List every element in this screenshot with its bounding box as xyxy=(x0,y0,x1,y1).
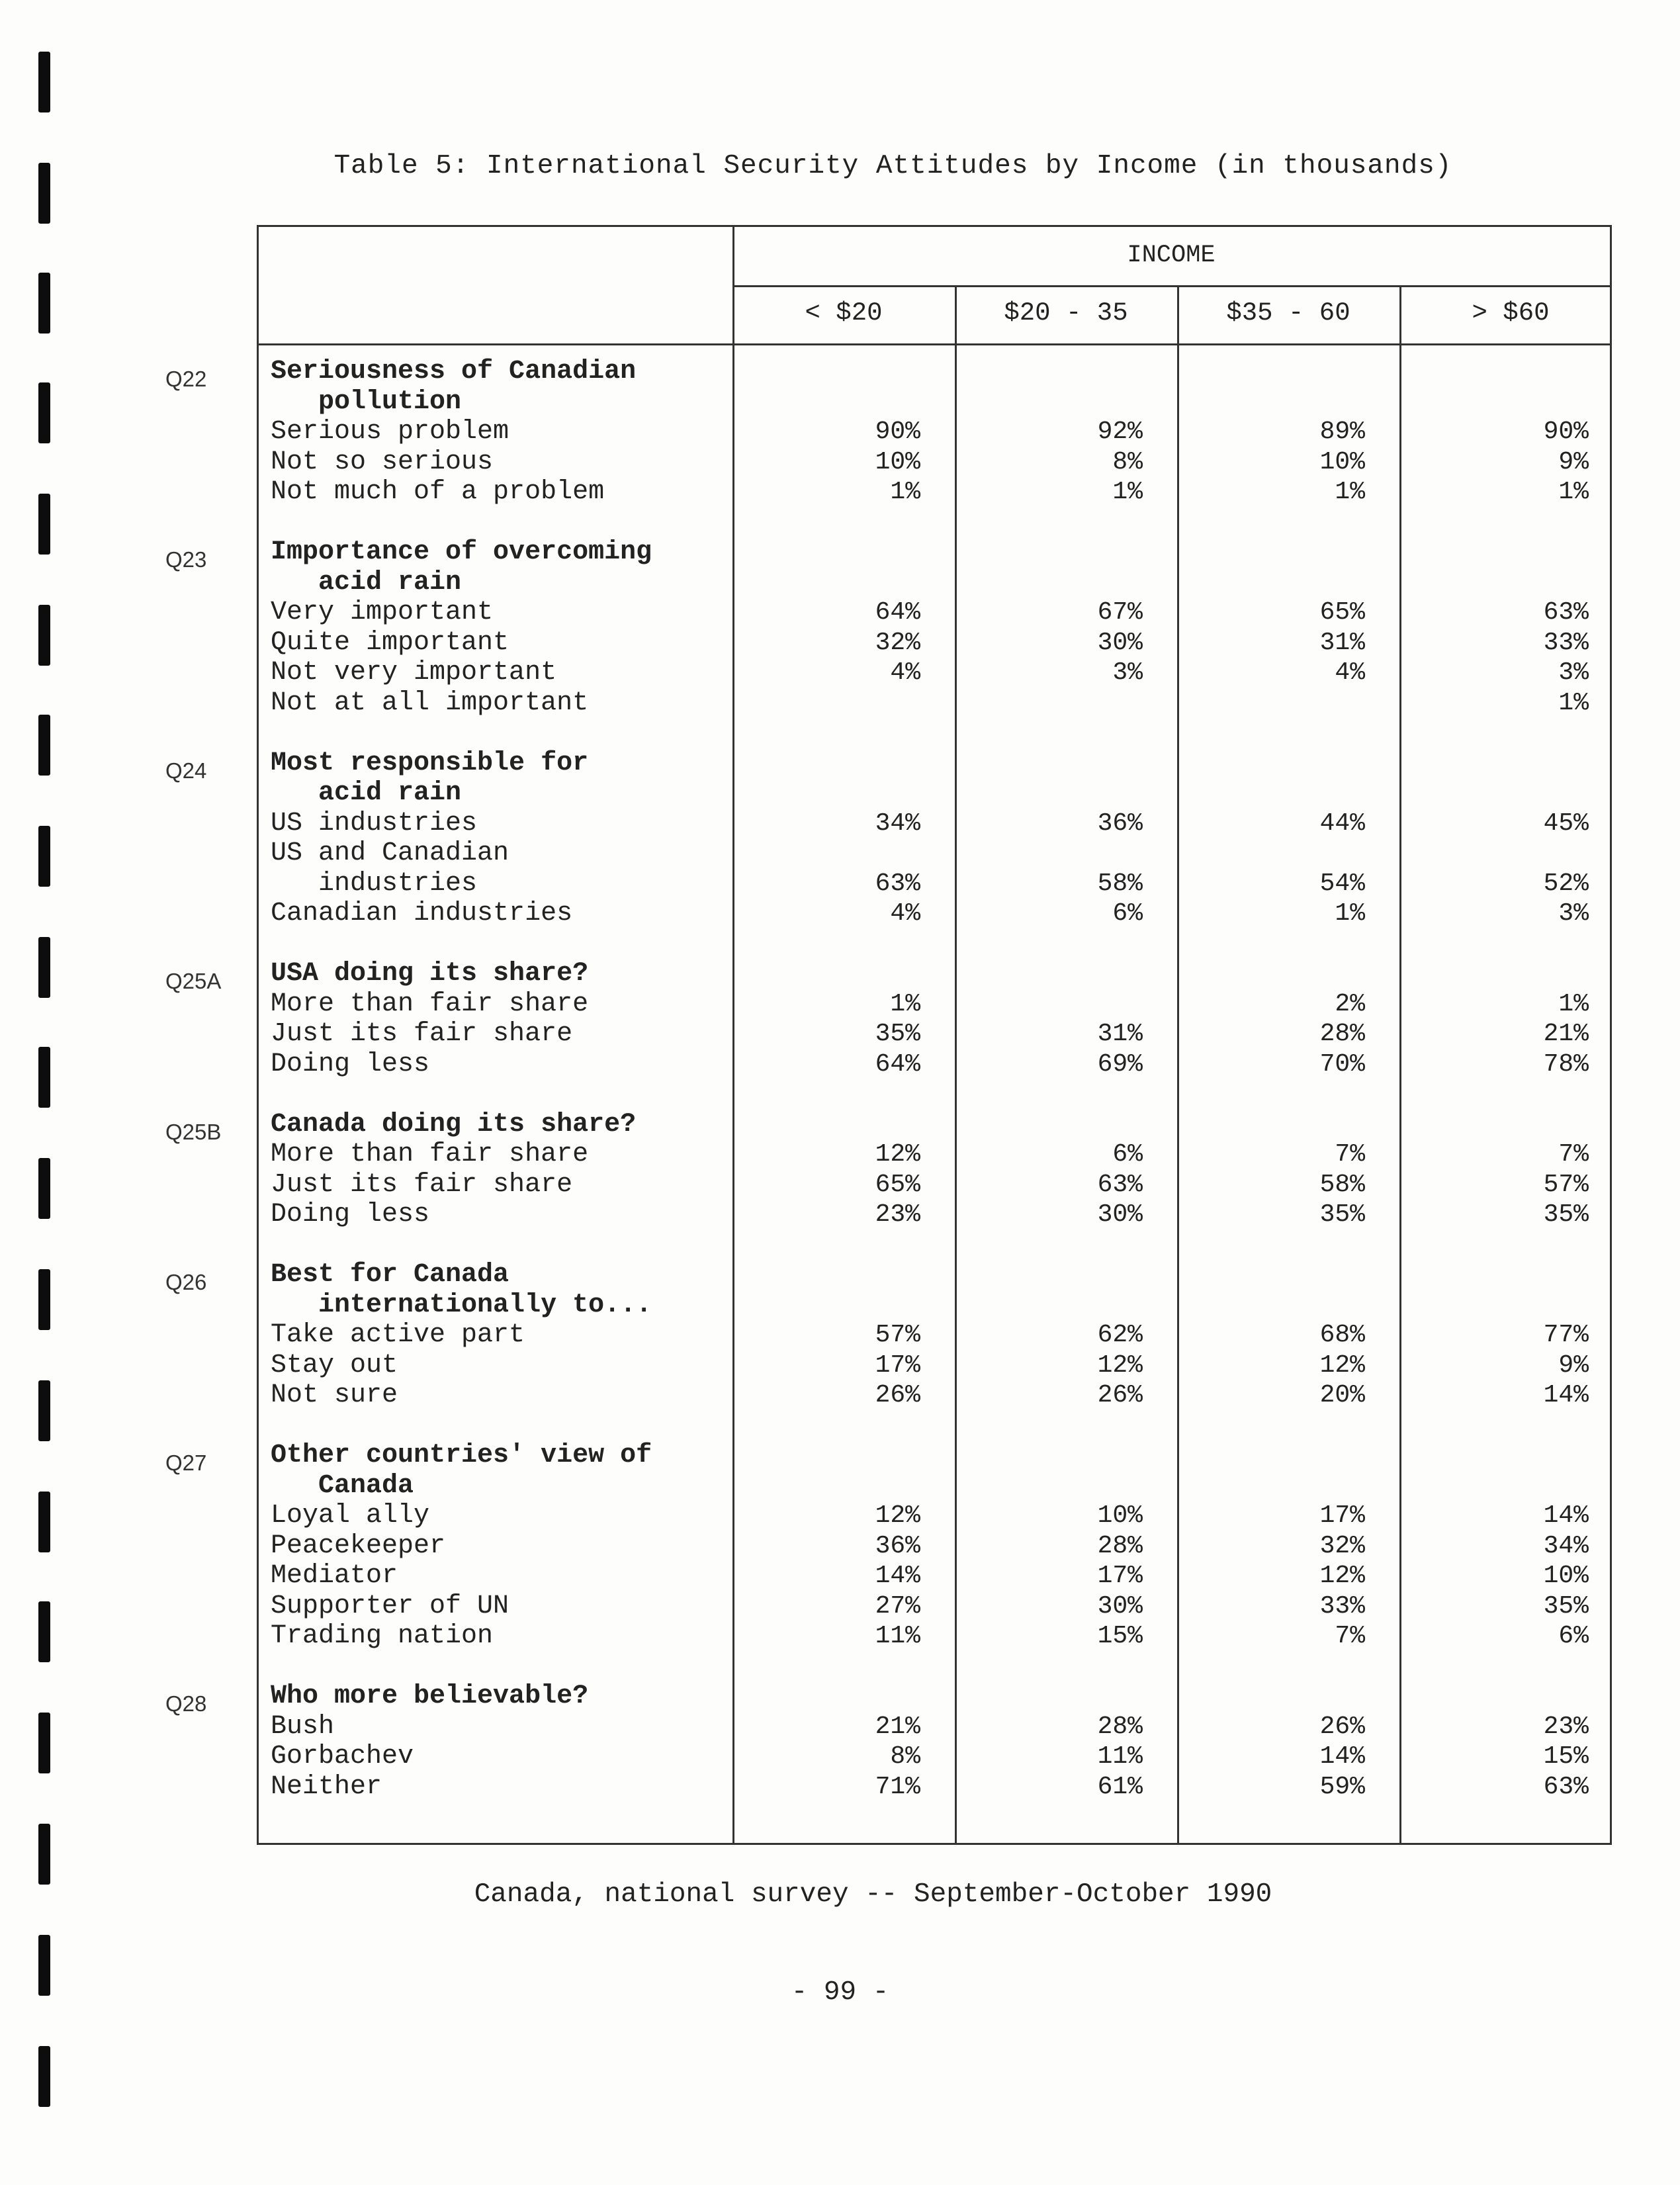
percent-cell xyxy=(1037,989,1143,1020)
question-id-label: Q23 xyxy=(165,547,207,572)
percent-cell: 58% xyxy=(1097,869,1143,898)
percent-cell: 21% xyxy=(1543,1020,1589,1048)
column-header: $35 - 60 xyxy=(1226,298,1350,328)
percent-cell: 34% xyxy=(875,809,920,838)
answer-label: More than fair share xyxy=(271,1139,589,1169)
answer-label: Gorbachev xyxy=(271,1742,414,1771)
answer-label: Peacekeeper xyxy=(271,1531,446,1561)
binder-hole xyxy=(38,52,50,112)
binder-hole xyxy=(38,1380,50,1441)
percent-cell: 26% xyxy=(1319,1712,1365,1741)
percent-cell: 92% xyxy=(1097,418,1143,446)
binder-hole xyxy=(38,605,50,666)
percent-cell xyxy=(1483,838,1589,869)
percent-cell: 6% xyxy=(1112,899,1143,928)
percent-cell: 36% xyxy=(875,1531,920,1560)
question-title: USA doing its share? xyxy=(271,959,589,989)
percent-cell: 59% xyxy=(1319,1772,1365,1801)
percent-cell: 9% xyxy=(1558,1351,1589,1380)
percent-cell: 23% xyxy=(1543,1712,1589,1741)
column-header: $20 - 35 xyxy=(1004,298,1128,328)
binder-hole xyxy=(38,382,50,443)
column-header: < $20 xyxy=(805,298,883,328)
percent-cell: 20% xyxy=(1319,1381,1365,1409)
answer-label: Quite important xyxy=(271,627,509,658)
percent-cell: 12% xyxy=(1319,1562,1365,1590)
percent-cell: 32% xyxy=(1319,1531,1365,1560)
binder-hole xyxy=(38,1492,50,1552)
answer-label: Serious problem xyxy=(271,417,509,447)
percent-cell: 10% xyxy=(875,447,920,476)
question-title: Seriousness of Canadian xyxy=(271,357,637,386)
percent-cell: 7% xyxy=(1558,1140,1589,1169)
percent-cell: 1% xyxy=(1335,478,1365,506)
table-title: Table 5: International Security Attitudes by Income (in thousands) xyxy=(333,151,1452,181)
binder-hole xyxy=(38,2046,50,2107)
question-title: Canada doing its share? xyxy=(271,1109,637,1139)
question-title: acid rain xyxy=(271,567,462,598)
question-title: Other countries' view of xyxy=(271,1441,652,1470)
percent-cell: 3% xyxy=(1112,658,1143,687)
percent-cell xyxy=(1037,838,1143,869)
percent-cell: 68% xyxy=(1319,1321,1365,1349)
percent-cell xyxy=(815,838,920,869)
percent-cell: 4% xyxy=(1335,658,1365,687)
percent-cell: 1% xyxy=(1112,478,1143,506)
survey-footer: Canada, national survey -- September-October 1990 xyxy=(474,1879,1272,1910)
question-id-label: Q26 xyxy=(165,1270,207,1294)
percent-cell: 28% xyxy=(1319,1020,1365,1048)
percent-cell: 30% xyxy=(1097,1200,1143,1229)
binder-hole xyxy=(38,1047,50,1108)
column-divider xyxy=(1177,287,1179,1843)
percent-cell xyxy=(815,688,920,719)
binder-hole xyxy=(38,1824,50,1885)
header-bottom-rule xyxy=(259,343,1610,345)
percent-cell: 67% xyxy=(1097,598,1143,627)
binder-hole xyxy=(38,826,50,887)
percent-cell: 26% xyxy=(875,1381,920,1409)
percent-cell: 1% xyxy=(890,478,920,506)
percent-cell: 4% xyxy=(890,899,920,928)
percent-cell: 57% xyxy=(1543,1170,1589,1199)
income-group-header: INCOME xyxy=(1127,242,1216,269)
percent-cell: 63% xyxy=(1543,598,1589,627)
percent-cell: 15% xyxy=(1543,1742,1589,1771)
percent-cell: 14% xyxy=(1319,1742,1365,1771)
percent-cell: 12% xyxy=(875,1501,920,1530)
percent-cell: 6% xyxy=(1558,1622,1589,1650)
percent-cell: 2% xyxy=(1335,989,1365,1018)
percent-cell: 32% xyxy=(875,628,920,657)
question-id-label: Q25B xyxy=(165,1119,222,1144)
question-id-label: Q22 xyxy=(165,367,207,391)
answer-label: industries xyxy=(271,868,478,899)
question-title: Most responsible for xyxy=(271,748,589,778)
percent-cell: 9% xyxy=(1558,447,1589,476)
percent-cell: 4% xyxy=(890,658,920,687)
percent-cell: 14% xyxy=(1543,1501,1589,1530)
percent-cell: 11% xyxy=(875,1622,920,1650)
answer-label: More than fair share xyxy=(271,989,589,1019)
percent-cell: 30% xyxy=(1097,1591,1143,1621)
percent-cell: 71% xyxy=(875,1772,920,1801)
binder-hole xyxy=(38,1269,50,1330)
percent-cell: 35% xyxy=(1319,1200,1365,1229)
binder-hole xyxy=(38,1713,50,1773)
answer-label: US and Canadian xyxy=(271,838,509,868)
answer-label: Not very important xyxy=(271,658,557,688)
answer-label: Loyal ally xyxy=(271,1501,430,1531)
percent-cell: 17% xyxy=(1097,1562,1143,1590)
header-divider xyxy=(732,285,1610,287)
question-title: Who more believable? xyxy=(271,1681,589,1711)
percent-cell: 54% xyxy=(1319,869,1365,898)
answer-label: Not much of a problem xyxy=(271,477,605,507)
percent-cell: 3% xyxy=(1558,658,1589,687)
question-id-label: Q24 xyxy=(165,758,207,783)
percent-cell: 35% xyxy=(875,1020,920,1048)
answer-label: Very important xyxy=(271,598,494,627)
page-number: - 99 - xyxy=(791,1977,889,2008)
answer-label: Just its fair share xyxy=(271,1169,573,1200)
answer-label: Doing less xyxy=(271,1049,430,1079)
percent-cell: 44% xyxy=(1319,809,1365,838)
answer-label: Neither xyxy=(271,1771,382,1802)
column-divider xyxy=(1399,287,1401,1843)
percent-cell: 30% xyxy=(1097,628,1143,657)
percent-cell: 62% xyxy=(1097,1321,1143,1349)
answer-label: Canadian industries xyxy=(271,899,573,928)
answer-label: Not sure xyxy=(271,1380,398,1410)
answer-label: Bush xyxy=(271,1711,335,1742)
percent-cell: 1% xyxy=(1558,478,1589,506)
answer-label: Not so serious xyxy=(271,447,494,477)
percent-cell: 65% xyxy=(875,1170,920,1199)
percent-cell: 63% xyxy=(1097,1170,1143,1199)
percent-cell: 1% xyxy=(1558,989,1589,1018)
percent-cell: 3% xyxy=(1558,899,1589,928)
percent-cell: 33% xyxy=(1319,1591,1365,1621)
income-table xyxy=(257,225,1612,1845)
percent-cell: 6% xyxy=(1112,1140,1143,1169)
answer-label: US industries xyxy=(271,808,478,838)
percent-cell: 17% xyxy=(875,1351,920,1380)
question-title: acid rain xyxy=(271,778,462,808)
percent-cell: 12% xyxy=(1097,1351,1143,1380)
percent-cell: 63% xyxy=(1543,1772,1589,1801)
percent-cell: 61% xyxy=(1097,1772,1143,1801)
percent-cell: 89% xyxy=(1319,418,1365,446)
percent-cell: 35% xyxy=(1543,1200,1589,1229)
question-id-label: Q28 xyxy=(165,1691,207,1716)
percent-cell: 8% xyxy=(1112,447,1143,476)
binder-hole xyxy=(38,1601,50,1662)
answer-label: Just its fair share xyxy=(271,1019,573,1049)
binder-hole xyxy=(38,937,50,998)
percent-cell: 69% xyxy=(1097,1049,1143,1079)
percent-cell: 14% xyxy=(1543,1381,1589,1409)
percent-cell: 1% xyxy=(1335,899,1365,928)
percent-cell: 10% xyxy=(1097,1501,1143,1530)
percent-cell: 90% xyxy=(875,418,920,446)
answer-label: Take active part xyxy=(271,1320,525,1350)
answer-label: Not at all important xyxy=(271,688,589,718)
percent-cell: 11% xyxy=(1097,1742,1143,1771)
percent-cell: 7% xyxy=(1335,1140,1365,1169)
answer-label: Supporter of UN xyxy=(271,1591,509,1621)
percent-cell: 64% xyxy=(875,598,920,627)
percent-cell: 90% xyxy=(1543,418,1589,446)
percent-cell: 63% xyxy=(875,869,920,898)
percent-cell xyxy=(1259,688,1365,719)
percent-cell: 31% xyxy=(1097,1020,1143,1048)
percent-cell: 26% xyxy=(1097,1381,1143,1409)
percent-cell xyxy=(1037,688,1143,719)
binder-hole xyxy=(38,1158,50,1219)
percent-cell: 78% xyxy=(1543,1049,1589,1079)
answer-label: Trading nation xyxy=(271,1621,494,1651)
question-title: internationally to... xyxy=(271,1290,652,1320)
percent-cell: 14% xyxy=(875,1562,920,1590)
percent-cell: 33% xyxy=(1543,628,1589,657)
percent-cell: 21% xyxy=(875,1712,920,1741)
percent-cell: 64% xyxy=(875,1049,920,1079)
percent-cell: 70% xyxy=(1319,1049,1365,1079)
percent-cell: 12% xyxy=(1319,1351,1365,1380)
question-title: pollution xyxy=(271,386,462,417)
question-title: Importance of overcoming xyxy=(271,537,652,567)
percent-cell: 65% xyxy=(1319,598,1365,627)
percent-cell: 17% xyxy=(1319,1501,1365,1530)
answer-label: Mediator xyxy=(271,1561,398,1591)
percent-cell: 12% xyxy=(875,1140,920,1169)
question-title: Canada xyxy=(271,1470,414,1501)
percent-cell: 35% xyxy=(1543,1591,1589,1621)
percent-cell: 52% xyxy=(1543,869,1589,898)
percent-cell: 36% xyxy=(1097,809,1143,838)
percent-cell: 15% xyxy=(1097,1622,1143,1650)
percent-cell: 10% xyxy=(1319,447,1365,476)
percent-cell: 45% xyxy=(1543,809,1589,838)
percent-cell: 34% xyxy=(1543,1531,1589,1560)
question-id-label: Q25A xyxy=(165,969,222,993)
binder-hole xyxy=(38,715,50,776)
percent-cell: 58% xyxy=(1319,1170,1365,1199)
binder-hole xyxy=(38,273,50,334)
percent-cell: 28% xyxy=(1097,1712,1143,1741)
answer-label: Stay out xyxy=(271,1350,398,1380)
percent-cell: 10% xyxy=(1543,1562,1589,1590)
binder-hole xyxy=(38,494,50,555)
percent-cell: 31% xyxy=(1319,628,1365,657)
percent-cell: 77% xyxy=(1543,1321,1589,1349)
percent-cell: 7% xyxy=(1335,1622,1365,1650)
percent-cell: 23% xyxy=(875,1200,920,1229)
percent-cell: 8% xyxy=(890,1742,920,1771)
column-divider xyxy=(955,287,957,1843)
percent-cell: 1% xyxy=(890,989,920,1018)
column-divider xyxy=(732,227,734,1843)
question-title: Best for Canada xyxy=(271,1260,509,1290)
percent-cell: 1% xyxy=(1558,688,1589,717)
question-id-label: Q27 xyxy=(165,1450,207,1475)
column-header: > $60 xyxy=(1472,298,1550,328)
percent-cell xyxy=(1259,838,1365,869)
percent-cell: 57% xyxy=(875,1321,920,1349)
percent-cell: 28% xyxy=(1097,1531,1143,1560)
answer-label: Doing less xyxy=(271,1200,430,1229)
percent-cell: 27% xyxy=(875,1591,920,1621)
